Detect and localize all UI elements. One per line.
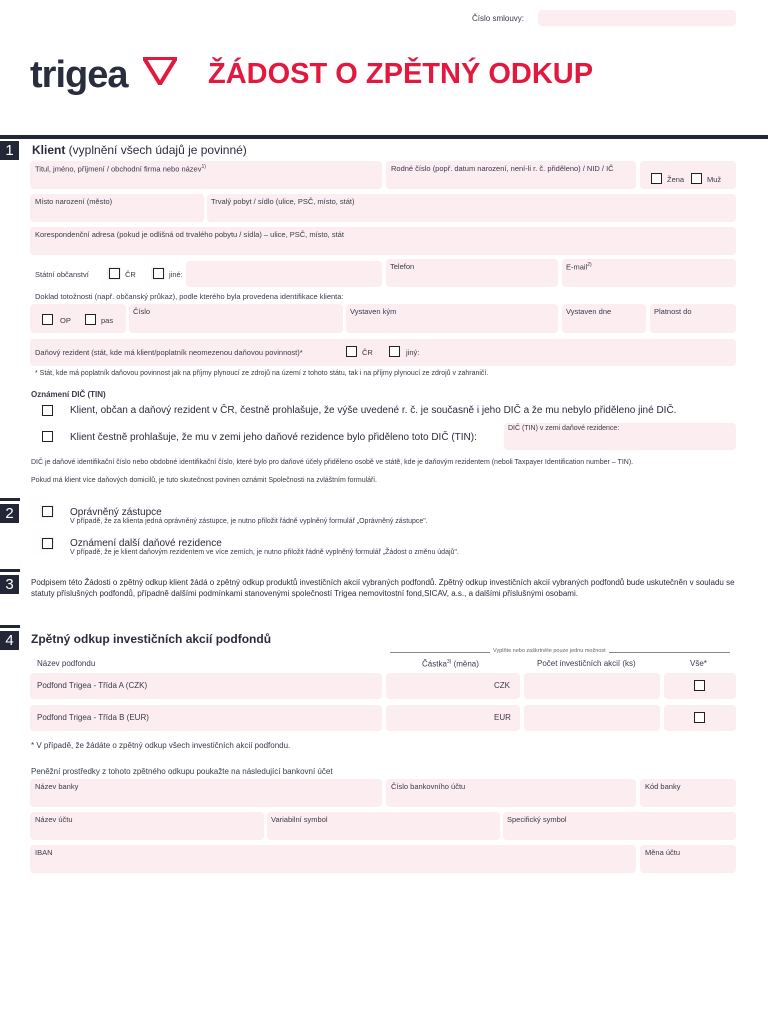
col-amount <box>422 659 479 669</box>
valid-until-label: Platnost do <box>654 307 692 316</box>
citizenship-cr-checkbox[interactable] <box>109 268 120 279</box>
fund-row-b-currency: EUR <box>494 713 511 722</box>
logo-triangle-icon <box>143 57 177 85</box>
section-divider <box>0 135 768 139</box>
tax-resident-label: Daňový rezident (stát, kde má klient/poplatník neomezenou daňovou povinnost)* <box>35 348 303 357</box>
fund-row-a-name: Podfond Trigea - Třída A (CZK) <box>37 681 148 690</box>
id-doc-label: Doklad totožnosti (např. občanský průkaz), podle kterého byla provedena identifikace klienta: <box>35 292 344 301</box>
section-4-title: Zpětný odkup investičních akcií podfondů <box>31 632 272 646</box>
col-amount-rest: (měna) <box>451 659 479 669</box>
id-number-label: Číslo <box>133 307 151 316</box>
all-note: * V případě, že žádáte o zpětný odkup všech investičních akcií podfondu. <box>31 741 291 750</box>
account-currency-label: Měna účtu <box>645 848 681 857</box>
dic-option-2-text: Klient čestně prohlašuje, že mu v zemi jeho daňové rezidence bylo přiděleno toto DIČ (TIN): <box>70 432 477 443</box>
email-sup: 2) <box>587 262 592 268</box>
residence-label: Trvalý pobyt / sídlo (ulice, PSČ, místo, stát) <box>211 197 355 206</box>
iban-field[interactable] <box>30 845 636 873</box>
rep-checkbox[interactable] <box>42 506 53 517</box>
citizenship-other-field[interactable] <box>186 261 382 287</box>
fund-row-b-all-checkbox[interactable] <box>694 712 705 723</box>
dic-tin-label: DIČ (TIN) v zemi daňové rezidence: <box>508 425 620 432</box>
specific-symbol-label: Specifický symbol <box>507 815 567 824</box>
birthplace-label: Místo narození (město) <box>35 197 113 206</box>
tax-other-checkbox[interactable] <box>389 346 400 357</box>
trigea-logo <box>30 54 127 97</box>
rep-note: V případě, že za klienta jedná oprávněný zástupce, je nutno přiložit řádně vyplněný formulář „Oprávněný zástupce". <box>70 518 428 525</box>
gender-male-label: Muž <box>707 175 722 184</box>
fill-hint: Vyplňte nebo zaškrtněte pouze jednu možnost <box>490 648 609 654</box>
contract-number-field[interactable] <box>538 10 736 26</box>
issued-by-label: Vystaven kým <box>350 307 397 316</box>
correspondence-label: Korespondenční adresa (pokud je odlišná od trvalého pobytu / sídla) – ulice, PSČ, místo, stát <box>35 230 344 239</box>
tax-cr-checkbox[interactable] <box>346 346 357 357</box>
gender-female-label: Žena <box>667 175 685 184</box>
id-op-checkbox[interactable] <box>42 314 53 325</box>
section-1-title-rest: (vyplnění všech údajů je povinné) <box>65 143 247 157</box>
tax-cr-label: ČR <box>362 348 373 357</box>
iban-label: IBAN <box>35 848 53 857</box>
fund-row-b-name: Podfond Trigea - Třída B (EUR) <box>37 713 149 722</box>
citizenship-other-label: jiné: <box>169 270 183 279</box>
dic-note-1: DIČ je daňové identifikační číslo nebo obdobné identifikační číslo, které bylo pro daňové účely přiděleno osobě ve státě, kde je daňovým rezidentem (neboli Taxpayer Identification number – TIN). <box>31 459 634 466</box>
tax-residence-checkbox[interactable] <box>42 538 53 549</box>
section-2-divider <box>0 498 20 501</box>
section-4-number: 4 <box>0 631 19 650</box>
section-1-title-bold: Klient <box>32 143 66 157</box>
gender-male-checkbox[interactable] <box>691 173 702 184</box>
section-3-number: 3 <box>0 575 19 594</box>
col-all: Vše* <box>690 659 707 668</box>
dic-heading: Oznámení DIČ (TIN) <box>31 390 106 399</box>
fund-row-a-currency: CZK <box>494 681 510 690</box>
id-passport-label: pas <box>101 316 114 325</box>
bank-code-label: Kód banky <box>645 782 681 791</box>
col-amount-sup: 3) <box>446 659 452 665</box>
email-label-text: E-mail <box>566 262 588 272</box>
bank-intro: Peněžní prostředky z tohoto zpětného odkupu poukažte na následující bankovní účet <box>31 767 333 776</box>
col-fund-name: Název podfondu <box>37 659 96 668</box>
section-1-number: 1 <box>0 141 19 160</box>
phone-label: Telefon <box>390 262 415 271</box>
tax-other-label: jiný: <box>406 348 420 357</box>
section-1-title <box>32 143 247 157</box>
dic-option-1-text: Klient, občan a daňový rezident v ČR, čestně prohlašuje, že výše uvedené r. č. je současně i jeho DIČ a že mu nebylo přiděleno jiné DIČ. <box>70 405 677 416</box>
bank-name-label: Název banky <box>35 782 79 791</box>
fund-row-a-all-checkbox[interactable] <box>694 680 705 691</box>
col-amount-text: Částka <box>422 659 447 669</box>
section-3-text: Podpisem této Žádosti o zpětný odkup klient žádá o zpětný odkup produktů investičních akcií vybraných podfondů. Zpětný odkup investičních akcií vybraných podfondů bude uskutečněn v souladu se statuty příslušných podfondů, případně dalšími podmínkami stanovenými společností Trigea nemovitostní fond,SICAV, a.s., a dalšími příslušnými osobami. <box>31 578 735 598</box>
tax-note: * Stát, kde má poplatník daňovou povinnost jak na příjmy plynoucí ze zdrojů na území z tohoto státu, tak i na příjmy plynoucí ze zdrojů v zahraničí. <box>35 370 489 377</box>
contract-number-label: Číslo smlouvy: <box>472 14 525 23</box>
client-name-label-text: Titul, jméno, příjmení / obchodní firma nebo název <box>35 164 202 174</box>
section-4-divider <box>0 625 20 628</box>
id-number-field[interactable] <box>129 304 343 333</box>
gender-female-checkbox[interactable] <box>651 173 662 184</box>
bank-name-field[interactable] <box>30 779 382 807</box>
logo-text: trigea <box>30 54 128 96</box>
tax-residence-title: Oznámení další daňové rezidence <box>70 538 222 549</box>
client-name-sup: 1) <box>201 164 206 170</box>
citizenship-label: Státní občanství <box>35 270 89 279</box>
dic-option-1-checkbox[interactable] <box>42 405 53 416</box>
fund-row-a-shares-field[interactable] <box>524 673 660 699</box>
page-title: ŽÁDOST O ZPĚTNÝ ODKUP <box>208 58 594 90</box>
dic-note-2: Pokud má klient více daňových domicilů, je tuto skutečnost povinen oznámit Společnosti na zvláštním formuláři. <box>31 477 377 484</box>
birth-number-label: Rodné číslo (popř. datum narození, není-li r. č. přiděleno) / NID / IČ <box>391 164 614 173</box>
section-3-divider <box>0 569 20 572</box>
id-passport-checkbox[interactable] <box>85 314 96 325</box>
account-number-label: Číslo bankovního účtu <box>391 782 466 791</box>
section-2-number: 2 <box>0 504 19 523</box>
email-label <box>566 262 592 272</box>
col-shares: Počet investičních akcií (ks) <box>537 659 636 668</box>
variable-symbol-label: Variabilní symbol <box>271 815 328 824</box>
citizenship-other-checkbox[interactable] <box>153 268 164 279</box>
dic-option-2-checkbox[interactable] <box>42 431 53 442</box>
issued-on-label: Vystaven dne <box>566 307 612 316</box>
citizenship-cr-label: ČR <box>125 270 136 279</box>
client-name-label <box>35 164 206 174</box>
account-name-label: Název účtu <box>35 815 73 824</box>
id-op-label: OP <box>60 316 71 325</box>
rep-title: Oprávněný zástupce <box>70 507 162 518</box>
tax-residence-note: V případě, že je klient daňovým rezidentem ve více zemích, je nutno přiložit řádně vyplněný formulář „Žádost o změnu údajů". <box>70 549 459 556</box>
fund-row-b-shares-field[interactable] <box>524 705 660 731</box>
